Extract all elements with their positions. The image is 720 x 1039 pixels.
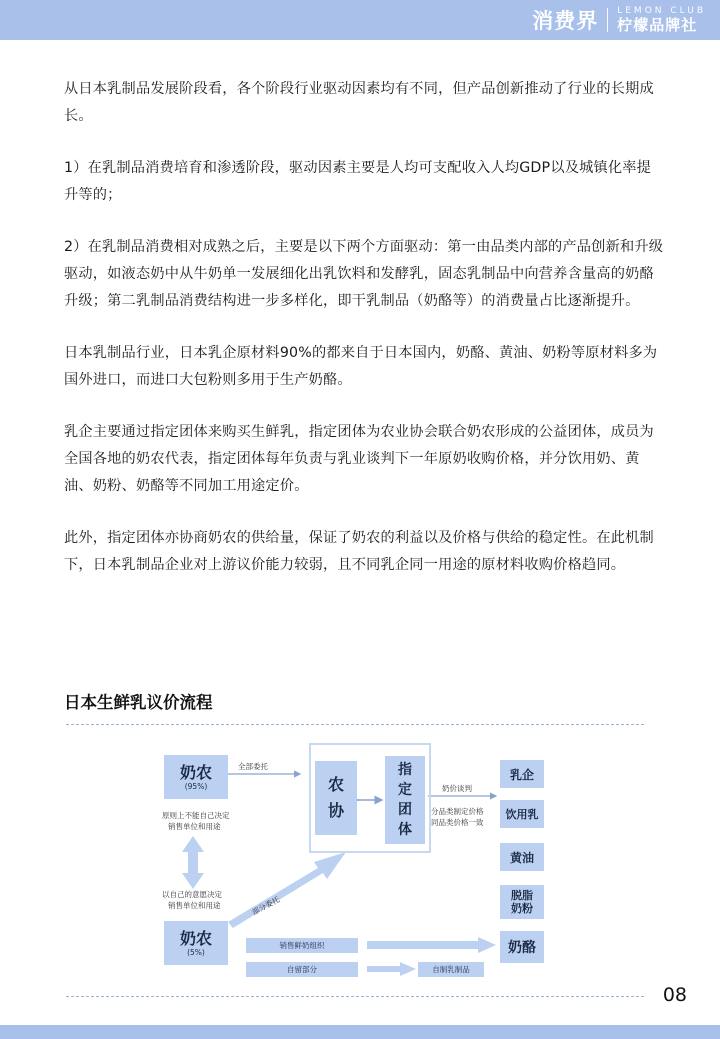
paragraph: 日本乳制品行业，日本乳企原材料90%的都来自于日本国内，奶酪、黄油、奶粉等原材料多为国外进口，而进口大包粉则多用于生产奶酪。 xyxy=(64,345,658,388)
farmer-box-95 xyxy=(164,755,228,799)
bar-self-keep xyxy=(246,962,358,977)
arrow-farmers-vertical xyxy=(182,836,204,889)
product-label: 饮用乳 xyxy=(505,808,539,821)
product-cheese xyxy=(500,931,544,963)
paragraph: 此外，指定团体亦协商奶农的供给量，保证了奶农的利益以及价格与供给的稳定性。在此机制下，日本乳制品企业对上游议价能力较弱，且不同乳企同一用途的原材料收购价格趋同。 xyxy=(64,530,654,573)
product-label: 奶粉 xyxy=(511,902,533,915)
note-bottom-line2: 销售单位和用途 xyxy=(168,901,221,910)
label-price-negotiation: 奶价谈判 xyxy=(442,784,472,793)
paragraph: 1）在乳制品消费培育和渗透阶段，驱动因素主要是人均可支配收入人均GDP以及城镇化率提升等的； xyxy=(64,160,652,203)
page-number: 08 xyxy=(662,984,687,1006)
nongxie-char-2: 协 xyxy=(327,801,344,820)
farmer-bottom-pct: (5%) xyxy=(187,947,205,957)
farmer-top-name: 奶农 xyxy=(179,762,212,782)
arrow-self-keep xyxy=(367,962,416,976)
product-label: 黄油 xyxy=(509,850,534,865)
designated-char-4: 体 xyxy=(398,822,412,838)
farmer-box-5 xyxy=(164,921,228,965)
label-full-entrust: 全部委托 xyxy=(238,762,268,771)
paragraph: 从日本乳制品发展阶段看，各个阶段行业驱动因素均有不同，但产品创新推动了行业的长期成长。 xyxy=(64,81,654,124)
bar-self-keep-label: 自留部分 xyxy=(287,965,317,974)
logo-en-text: LEMON CLUB xyxy=(617,6,706,16)
bar-fresh-milk-org-label: 销售鲜奶组织 xyxy=(279,941,325,950)
note-price-line2: 同品类价格一致 xyxy=(431,818,484,827)
designated-char-2: 定 xyxy=(398,782,412,798)
product-label: 奶酪 xyxy=(508,940,536,956)
note-top-line2: 销售单位和用途 xyxy=(168,822,221,831)
designated-char-1: 指 xyxy=(398,762,412,778)
note-bottom-line1: 以自己的意愿决定 xyxy=(162,890,222,899)
product-dairy-enterprise xyxy=(500,760,544,788)
bottom-banner xyxy=(0,1025,720,1039)
farmer-top-pct: (95%) xyxy=(184,781,208,791)
bar-self-made-label: 自制乳制品 xyxy=(432,965,470,974)
logo-cn-text: 柠檬品牌社 xyxy=(617,16,698,34)
section-title: 日本生鲜乳议价流程 xyxy=(64,693,213,712)
product-skim-milk-powder xyxy=(500,885,544,919)
nongxie-char-1: 农 xyxy=(327,775,344,794)
product-drinking-milk xyxy=(500,800,544,828)
product-butter xyxy=(500,843,544,871)
nongxie-box xyxy=(315,761,357,835)
designated-group-box xyxy=(385,756,425,844)
bar-fresh-milk-org xyxy=(246,938,358,953)
bar-self-made xyxy=(418,962,484,977)
product-label: 乳企 xyxy=(509,767,534,782)
note-top-line1: 原则上不能自己决定 xyxy=(162,811,230,820)
designated-char-3: 团 xyxy=(398,802,412,818)
arrow-fresh-milk-org xyxy=(367,937,496,953)
paragraph: 乳企主要通过指定团体来购买生鲜乳，指定团体为农业协会联合奶农形成的公益团体，成员为全国各地的奶农代表，指定团体每年负责与乳业谈判下一年原奶收购价格，并分饮用奶、黄油、奶粉、奶酪等不同加工用途定价。 xyxy=(64,424,654,494)
product-label: 脱脂 xyxy=(511,889,533,902)
label-partial-entrust: 部分委托 xyxy=(250,894,282,917)
dotted-divider-bottom xyxy=(66,996,644,997)
arrow-partial-entrust xyxy=(228,852,346,928)
logo-main-text: 消费界 xyxy=(532,8,599,33)
note-price-line1: 分品类制定价格 xyxy=(431,807,484,816)
farmer-bottom-name: 奶农 xyxy=(179,928,212,948)
paragraph: 2）在乳制品消费相对成熟之后，主要是以下两个方面驱动：第一由品类内部的产品创新和升级驱动，如液态奶中从牛奶单一发展细化出乳饮料和发酵乳，固态乳制品中向营养含量高的奶酪升级；第二乳制品消费结构进一步多样化，即干乳制品（奶酪等）的消费量占比逐渐提升。 xyxy=(64,239,664,309)
